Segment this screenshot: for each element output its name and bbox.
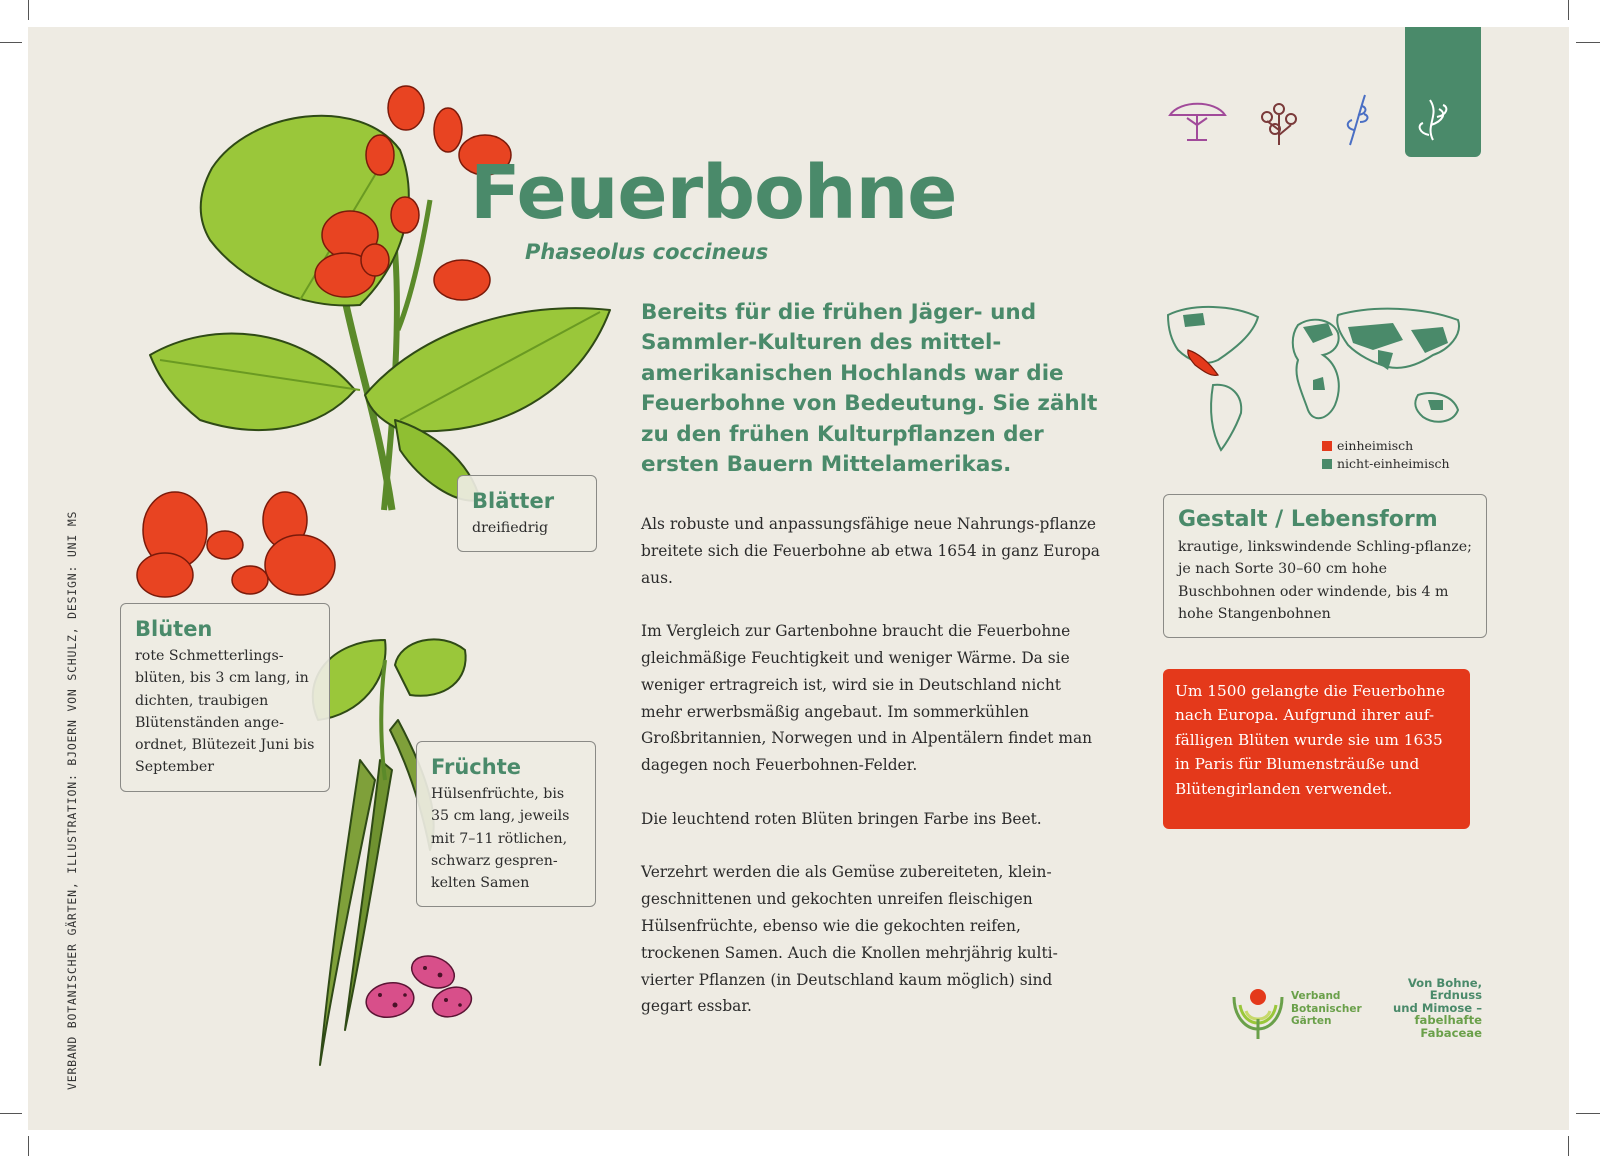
fruits-heading: Früchte [431, 755, 521, 779]
tree-icon [1170, 104, 1225, 140]
body-paragraph: Als robuste und anpassungsfähige neue Nahrungs-pflanze breitete sich die Feuerbohne ab etwa 1654 in ganz Europa aus. [641, 515, 1100, 587]
vbg-logo-icon [1226, 977, 1290, 1041]
world-map [1163, 295, 1473, 455]
flowers-box [120, 603, 330, 792]
fruits-text: Hülsenfrüchte, bis 35 cm lang, jeweils mit 7–11 rötlichen, schwarz gespren-kelten Samen [431, 786, 570, 892]
category-icons [1165, 90, 1475, 150]
series-title: Von Bohne, Erdnuss und Mimose – fabelhafte Fabaceae [1393, 976, 1482, 1040]
growth-form-box [1163, 494, 1487, 638]
body-text [641, 511, 1101, 1047]
growth-form-text: krautige, linkswindende Schling-pflanze; je nach Sorte 30–60 cm hohe Buschbohnen oder windende, bis 4 m hohe Stangenbohnen [1178, 539, 1472, 622]
body-paragraph: Im Vergleich zur Gartenbohne braucht die Feuerbohne gleichmäßige Feuchtigkeit und weniger Wärme. Da sie weniger ertragreich ist, wird sie in Deutschland nicht mehr erwerbsmäßig angebaut. Im sommerkühlen Großbritannien, Norwegen und in Alpentälern findet man dagegen noch Feuerbohnen-Felder. [641, 622, 1093, 775]
flowers-text: rote Schmetterlings-blüten, bis 3 cm lang, in dichten, traubigen Blütenständen ange-ordnet, Blütezeit Juni bis September [135, 648, 315, 776]
growth-form-heading: Gestalt / Lebensform [1178, 507, 1438, 532]
credits: VERBAND BOTANISCHER GÄRTEN, ILLUSTRATION: BJOERN VON SCHULZ, DESIGN: UNI MS [65, 510, 79, 1090]
legend-non-native: nicht-einheimisch [1322, 455, 1450, 473]
leaves-text: dreifiedrig [472, 520, 549, 536]
body-paragraph: Die leuchtend roten Blüten bringen Farbe ins Beet. [641, 809, 1042, 828]
flowers-heading: Blüten [135, 617, 213, 641]
vbg-logo-text: Verband Botanischer Gärten [1291, 990, 1362, 1027]
herb-icon [1348, 95, 1368, 145]
latin-name: Phaseolus coccineus [525, 240, 769, 264]
climbing-plant-icon [1420, 100, 1447, 140]
history-note: Um 1500 gelangte die Feuerbohne nach Europa. Aufgrund ihrer auf-fälligen Blüten wurde sie um 1635 in Paris für Blumensträuße und Blütengirlanden verwendet. [1163, 669, 1470, 829]
legend-native: einheimisch [1322, 437, 1450, 455]
shrub-icon [1262, 104, 1296, 145]
page-title: Feuerbohne [470, 150, 957, 236]
map-legend [1322, 437, 1450, 473]
body-paragraph: Verzehrt werden die als Gemüse zubereiteten, klein-geschnittenen und gekochten unreifen fleischigen Hülsenfrüchte, ebenso wie die gekochten reifen, trockenen Samen. Auch die Knollen mehrjährig kulti-vierter Pflanzen (in Deutschland kaum möglich) sind gegart essbar. [641, 863, 1058, 1016]
fruits-box [416, 741, 596, 907]
leaves-heading: Blätter [472, 489, 555, 513]
lead-paragraph: Bereits für die frühen Jäger- und Sammler-Kulturen des mittel-amerikanischen Hochlands war die Feuerbohne von Bedeutung. Sie zählt zu den frühen Kulturpflanzen der ersten Bauern Mittelamerikas. [641, 300, 1098, 478]
leaves-box [457, 475, 597, 552]
